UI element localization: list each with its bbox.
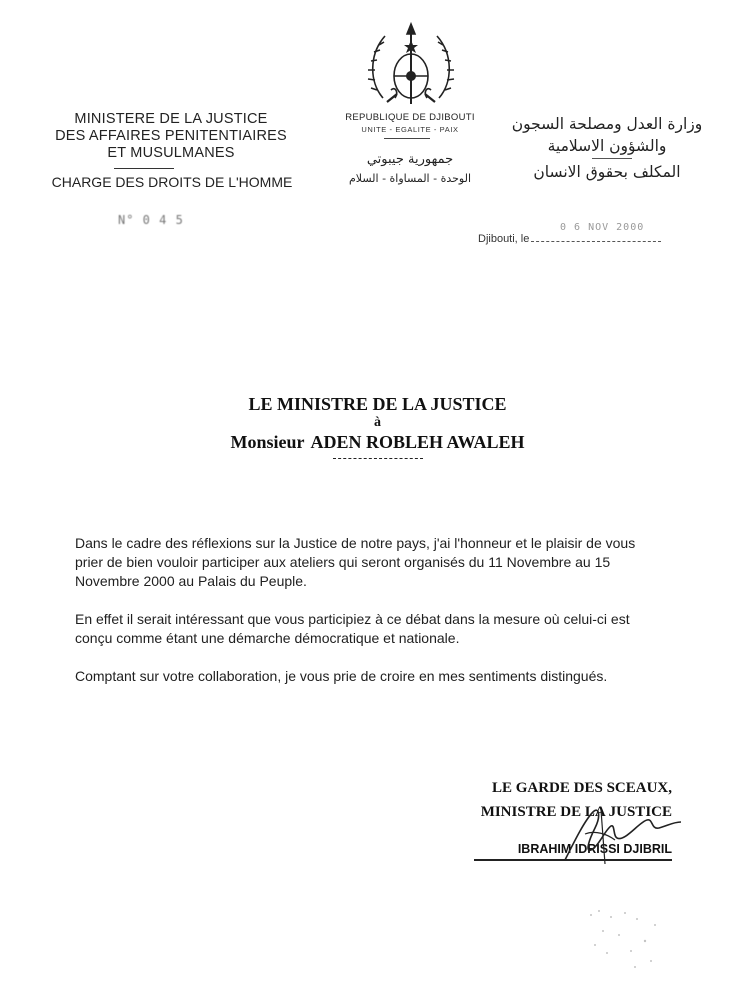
sender-title: LE MINISTRE DE LA JUSTICE — [248, 394, 507, 414]
ministry-header-right-arabic — [502, 113, 712, 157]
date-dotted-line — [531, 233, 661, 242]
date-label: Djibouti, le — [478, 233, 530, 245]
ministry-header-left — [40, 111, 302, 162]
republic-divider — [384, 138, 430, 139]
ministry-charge-line: CHARGE DES DROITS DE L'HOMME — [51, 174, 293, 190]
date-line — [478, 233, 661, 245]
header-right-divider — [592, 158, 632, 159]
recipient-line — [100, 432, 655, 452]
ministry-arabic-line3: المكلف بحقوق الانسان — [533, 163, 681, 181]
title-divider — [333, 458, 423, 459]
body-paragraph-1: Dans le cadre des réflexions sur la Justice de notre pays, j'ai l'honneur et le plaisir de vous prier de bien vouloir participer aux ateliers qui seront organisés du 11 Novembre au 15 Novembre 2000 au Palais du Peuple. — [75, 535, 636, 589]
reference-number: N° 0 4 5 — [118, 213, 184, 227]
republic-arabic-line1: جمهورية جيبوتي — [366, 152, 454, 167]
handwritten-signature — [555, 800, 685, 870]
republic-title: REPUBLIQUE DE DJIBOUTI — [345, 112, 475, 123]
body-paragraph-2: En effet il serait intéressant que vous participiez à ce débat dans la mesure où celui-ci est conçu comme étant une démarche démocratique et nationale. — [75, 611, 630, 646]
body-paragraph-3: Comptant sur votre collaboration, je vous prie de croire en mes sentiments distingués. — [75, 668, 608, 684]
republic-arabic — [322, 150, 498, 188]
ministry-name-line3: ET MUSULMANES — [107, 145, 235, 161]
recipient-name: ADEN ROBLEH AWALEH — [310, 432, 525, 452]
letter-title — [100, 394, 655, 459]
signatory-name: IBRAHIM IDRISSI DJIBRIL — [517, 842, 672, 856]
djibouti-coat-of-arms-icon — [365, 20, 457, 118]
faint-stamp-marks — [585, 905, 665, 975]
recipient-prefix: Monsieur — [230, 432, 305, 452]
republic-arabic-line2: الوحدة - المساواة - السلام — [348, 172, 471, 185]
date-stamp: 0 6 NOV 2000 — [560, 222, 645, 233]
signatory-title-line2: MINISTRE DE LA JUSTICE — [480, 804, 672, 820]
republic-motto: UNITE - EGALITE - PAIX — [361, 125, 459, 134]
ministry-arabic-line2: والشؤون الاسلامية — [547, 137, 667, 155]
ministry-name-line2: DES AFFAIRES PENITENTIAIRES — [55, 128, 287, 144]
title-preposition: à — [374, 415, 381, 430]
ministry-name-line1: MINISTERE DE LA JUSTICE — [74, 111, 268, 127]
signatory-title-line1: LE GARDE DES SCEAUX, — [491, 780, 672, 796]
ministry-arabic-line1: وزارة العدل ومصلحة السجون — [511, 115, 703, 133]
header-left-divider — [114, 168, 174, 169]
